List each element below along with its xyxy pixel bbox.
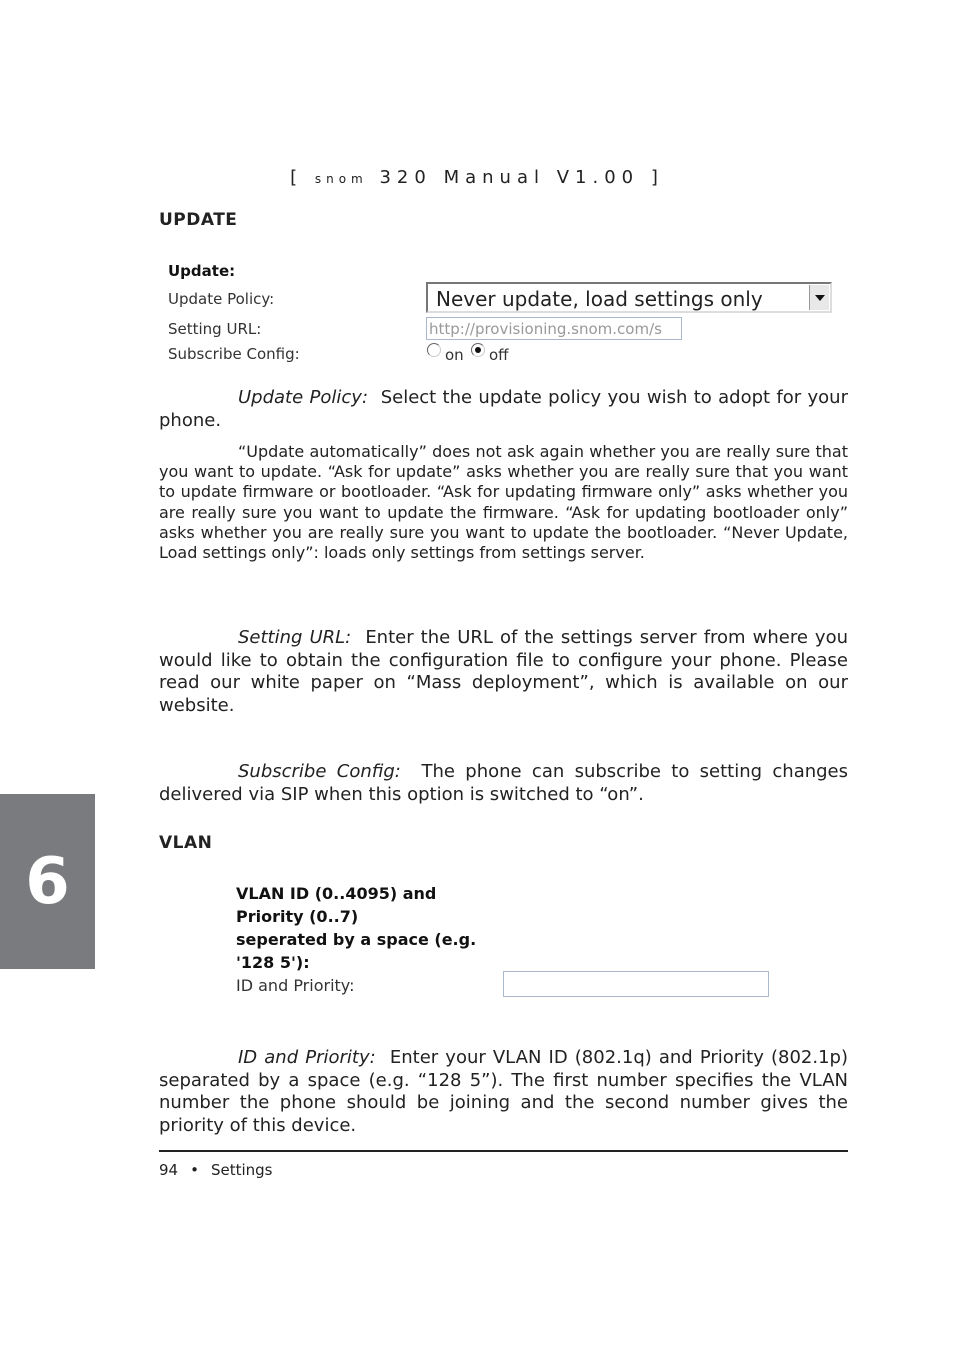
setting-url-term: Setting URL: [238,627,352,648]
running-header [0,167,954,188]
subscribe-config-label: Subscribe Config: [168,345,300,363]
footer-bullet: • [190,1161,199,1179]
vlan-heading: VLAN [159,833,213,853]
header-manual [444,167,545,188]
page-number: 94 [159,1161,179,1179]
subscribe-on-label: on [445,346,464,364]
vlan-id-priority-input[interactable] [504,972,772,996]
update-policy-term: Update Policy: [238,387,369,408]
vlan-desc-line: '128 5'): [236,953,310,972]
vlan-desc-line: seperated by a space (e.g. [236,930,477,949]
chapter-number: 6 [25,845,70,919]
header-brand: snom [314,172,368,186]
id-priority-term: ID and Priority: [238,1047,376,1068]
setting-url-paragraph [159,627,848,718]
subscribe-config-paragraph [159,761,848,806]
id-priority-text: Enter your VLAN ID (802.1q) and Priority (802.1p) separated by a space (e.g. “128 5”). The first number specifies the VLAN number the phone should be joining and the second number gives the priority of this device. [159,1047,848,1137]
subscribe-config-term: Subscribe Config: [238,761,401,782]
subscribe-on-radio[interactable] [427,343,441,357]
update-policy-text: Select the update policy you wish to adopt for your phone. [159,387,848,431]
update-policy-paragraph [159,387,848,432]
header-model: 320 [379,167,432,188]
vlan-id-priority-field[interactable] [503,971,769,997]
update-policy-select[interactable] [426,282,832,313]
header-manual-text: Manual [443,167,545,188]
id-priority-paragraph [159,1047,848,1138]
header-bracket-open: [ [290,167,304,188]
vlan-desc-line: VLAN ID (0..4095) and [236,884,437,903]
subscribe-config-text: The phone can subscribe to setting changes delivered via SIP when this option is switched to “on”. [159,761,849,805]
setting-url-label: Setting URL: [168,320,262,338]
subscribe-off-radio[interactable] [471,343,485,357]
policy-details-paragraph [159,442,848,563]
header-bracket-close: ] [650,167,664,188]
header-version: V1.00 [556,167,640,188]
subscribe-off-label: off [489,346,509,364]
policy-details-text: “Update automatically” does not ask again whether you are really sure that you want to update. “Ask for update” asks whether you are really sure that you want to update firmware or bootloader. “Ask for updating firmware only” asks whether you are really sure you want to update the firmware. “Ask for updating bootloader only” asks whether you are really sure you want to update the bootloader. “Never Update, Load settings only”: loads only settings from settings server. [159,442,848,563]
vlan-form-description [236,882,476,997]
setting-url-field[interactable] [426,317,682,340]
footer [159,1161,272,1179]
footer-section: Settings [210,1161,273,1179]
chevron-down-icon[interactable] [809,285,829,310]
setting-url-input[interactable] [427,318,682,339]
update-policy-value: Never update, load settings only [436,287,763,311]
footer-rule [159,1150,848,1152]
vlan-id-priority-label: ID and Priority: [236,976,355,995]
vlan-desc-line: Priority (0..7) [236,907,359,926]
update-heading: UPDATE [159,210,238,230]
update-form-title: Update: [168,262,236,280]
setting-url-text: Enter the URL of the settings server from where you would like to obtain the configuration file to configure your phone. Please read our white paper on “Mass deployment”, which is available on our website. [159,627,848,717]
chapter-tab [0,794,95,969]
update-policy-label: Update Policy: [168,290,275,308]
